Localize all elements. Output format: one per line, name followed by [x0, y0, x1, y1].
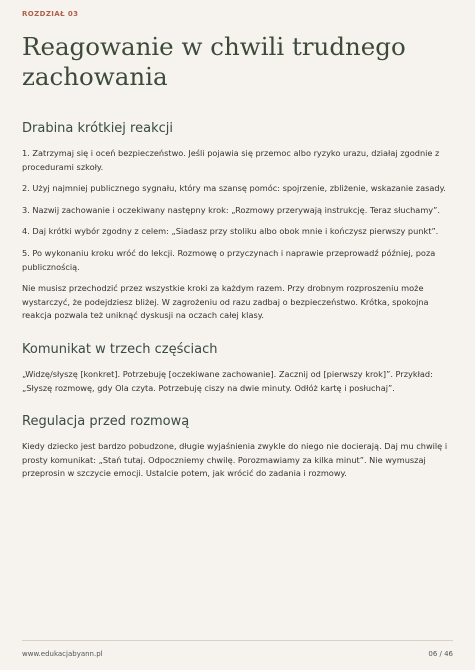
section-heading: Komunikat w trzech częściach — [22, 341, 218, 357]
page-title: Reagowanie w chwili trudnego zachowania — [22, 32, 406, 91]
list-item: 5. Po wykonaniu kroku wróć do lekcji. Rozmowę o przyczynach i naprawie przeprowadź później, poza publicznością. — [22, 247, 436, 272]
section-reaction-ladder — [22, 120, 454, 323]
list-item: 3. Nazwij zachowanie i oczekiwany następny krok: „Rozmowy przerywają instrukcję. Teraz słuchamy”. — [22, 204, 440, 215]
footer-divider — [22, 640, 453, 641]
footer-website: www.edukacjabyann.pl — [22, 650, 103, 658]
section-note: Nie musisz przechodzić przez wszystkie kroki za każdym razem. Przy drobnym rozproszeniu może wystarczyć, że podejdziesz bliżej. W zagrożeniu od razu zadbaj o bezpieczeństwo. Krótka, spokojna reakcja pozwala też uniknąć dyskusji na oczach całej klasy. — [22, 283, 429, 321]
chapter-label: ROZDZIAŁ 03 — [22, 10, 79, 18]
page-number: 06 / 46 — [428, 650, 453, 658]
section-regulation — [22, 413, 454, 481]
section-text: „Widzę/słyszę [konkret]. Potrzebuję [oczekiwane zachowanie]. Zacznij od [pierwszy krok]”. Przykład: „Słyszę rozmowę, gdy Ola czyta. Potrzebuję ciszy na dwie minuty. Odłóż kartę i posłuchaj”. — [22, 368, 433, 393]
section-heading: Drabina krótkiej reakcji — [22, 121, 173, 136]
list-item: 1. Zatrzymaj się i oceń bezpieczeństwo. Jeśli pojawia się przemoc albo ryzyko urazu, działaj zgodnie z procedurami szkoły. — [22, 148, 440, 172]
main-content — [22, 120, 454, 489]
section-three-part-message — [22, 341, 454, 395]
section-heading: Regulacja przed rozmową — [22, 414, 190, 430]
section-text: Kiedy dziecko jest bardzo pobudzone, długie wyjaśnienia zwykle do niego nie docierają. Daj mu chwilę i prosty komunikat: „Stań tutaj. Odpoczniemy chwilę. Porozmawiamy za kilka minut”. Nie wymuszaj przeprosin w szczycie emocji. Ustalcie potem, jak wrócić do zadania i rozmowy. — [22, 441, 448, 479]
list-item: 4. Daj krótki wybór zgodny z celem: „Siadasz przy stoliku albo obok mnie i kończysz pierwszy punkt”. — [22, 226, 439, 237]
list-item: 2. Użyj najmniej publicznego sygnału, który ma szansę pomóc: spojrzenie, zbliżenie, wskazanie zasady. — [22, 183, 446, 194]
